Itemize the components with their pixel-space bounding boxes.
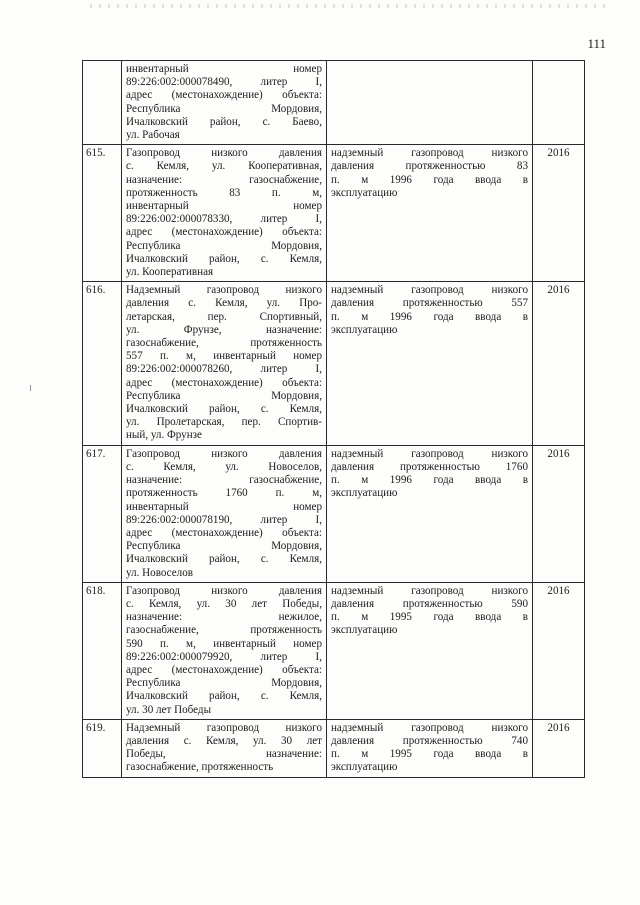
table-row	[83, 145, 585, 282]
object-cell-line: Газопровод низкого давления	[126, 584, 322, 597]
object-cell	[122, 282, 327, 445]
page-number: 111	[587, 36, 606, 51]
object-cell	[122, 145, 327, 282]
year-cell: 2016	[533, 582, 585, 719]
object-cell-line: адрес (местонахождение) объекта:	[126, 526, 322, 539]
object-cell-line: ул. Рабочая	[126, 129, 180, 142]
object-cell-line: Надземный газопровод низкого	[126, 721, 322, 734]
object-cell-line: Газопровод низкого давления	[126, 147, 322, 160]
year-cell: 2016	[533, 445, 585, 582]
table-body	[83, 61, 585, 778]
object-cell-line: 89:226:002:000079920, литер I,	[126, 650, 322, 663]
object-cell-line: с. Кемля, ул. 30 лет Победы,	[126, 597, 322, 610]
object-cell-line: давления с. Кемля, ул. 30 лет	[126, 734, 322, 747]
description-cell-line: п. м 1995 года ввода в	[331, 611, 528, 624]
object-cell	[122, 445, 327, 582]
object-cell-line: газоснабжение, протяженность	[126, 337, 322, 350]
object-cell-line: протяженность 1760 п. м,	[126, 487, 322, 500]
object-cell-line: 590 п. м, инвентарный номер	[126, 637, 322, 650]
object-cell-line: 557 п. м, инвентарный номер	[126, 350, 322, 363]
object-cell-line: 89:226:002:000078260, литер I,	[126, 363, 322, 376]
object-cell-line: 89:226:002:000078330, литер I,	[126, 213, 322, 226]
description-cell-line: давления протяженностью 1760	[331, 460, 528, 473]
description-cell	[327, 445, 533, 582]
description-cell-line: эксплуатацию	[331, 323, 398, 336]
object-cell-line: Надземный газопровод низкого	[126, 284, 322, 297]
description-cell-line: п. м 1996 года ввода в	[331, 474, 528, 487]
year-cell: 2016	[533, 282, 585, 445]
object-cell-line: инвентарный номер	[126, 200, 322, 213]
object-cell-line: Ичалковский район, с. Кемля,	[126, 690, 322, 703]
description-cell	[327, 582, 533, 719]
object-cell-line: назначение: газоснабжение,	[126, 474, 322, 487]
description-cell-line: давления протяженностью 740	[331, 734, 528, 747]
object-cell-line: инвентарный номер	[126, 63, 322, 75]
description-cell-line: надземный газопровод низкого	[331, 721, 528, 734]
description-cell-line: эксплуатацию	[331, 487, 398, 500]
property-table	[82, 60, 585, 778]
object-cell-line: Республика Мордовия,	[126, 540, 322, 553]
object-cell-line: ул. Новоселов	[126, 566, 193, 579]
object-cell-line: назначение: газоснабжение,	[126, 173, 322, 186]
description-cell-line: эксплуатацию	[331, 186, 398, 199]
object-cell-line: давления с. Кемля, ул. Про-	[126, 297, 322, 310]
description-cell-line: п. м 1996 года ввода в	[331, 310, 528, 323]
object-cell	[122, 61, 327, 145]
object-cell-line: Республика Мордовия,	[126, 102, 322, 115]
object-cell-line: ул. Пролетарская, пер. Спортив-	[126, 416, 322, 429]
table-row	[83, 582, 585, 719]
description-cell-line: давления протяженностью 557	[331, 297, 528, 310]
object-cell-line: летарская, пер. Спортивный,	[126, 310, 322, 323]
scan-artifact	[90, 4, 610, 8]
row-number: 616.	[83, 282, 122, 445]
object-cell-line: газоснабжение, протяженность	[126, 761, 274, 774]
scan-mark	[30, 385, 31, 391]
object-cell-line: ный, ул. Фрунзе	[126, 429, 202, 442]
object-cell-line: адрес (местонахождение) объекта:	[126, 89, 322, 102]
object-cell-line: протяженность 83 п. м,	[126, 186, 322, 199]
object-cell-line: газоснабжение, протяженность	[126, 624, 322, 637]
object-cell-line: 89:226:002:000078190, литер I,	[126, 513, 322, 526]
description-cell-line: надземный газопровод низкого	[331, 147, 528, 160]
description-cell-line: давления протяженностью 590	[331, 597, 528, 610]
description-cell	[327, 61, 533, 145]
description-cell-line: эксплуатацию	[331, 761, 398, 774]
table-row	[83, 61, 585, 145]
description-cell-line: п. м 1995 года ввода в	[331, 748, 528, 761]
object-cell-line: Республика Мордовия,	[126, 677, 322, 690]
object-cell-line: ул. Фрунзе, назначение:	[126, 323, 322, 336]
year-cell: 2016	[533, 719, 585, 777]
year-cell: 2016	[533, 145, 585, 282]
object-cell-line: ул. 30 лет Победы	[126, 703, 212, 716]
object-cell-line: адрес (местонахождение) объекта:	[126, 663, 322, 676]
object-cell-line: Ичалковский район, с. Кемля,	[126, 252, 322, 265]
table-row	[83, 445, 585, 582]
object-cell-line: Победы, назначение:	[126, 748, 322, 761]
object-cell-line: Республика Мордовия,	[126, 389, 322, 402]
object-cell-line: инвентарный номер	[126, 500, 322, 513]
description-cell-line: надземный газопровод низкого	[331, 584, 528, 597]
description-cell-line: надземный газопровод низкого	[331, 447, 528, 460]
row-number: 618.	[83, 582, 122, 719]
table-row	[83, 282, 585, 445]
description-cell-line: давления протяженностью 83	[331, 160, 528, 173]
object-cell-line: Газопровод низкого давления	[126, 447, 322, 460]
object-cell-line: Ичалковский район, с. Кемля,	[126, 403, 322, 416]
row-number: 615.	[83, 145, 122, 282]
object-cell-line: Ичалковский район, с. Кемля,	[126, 553, 322, 566]
description-cell-line: п. м 1996 года ввода в	[331, 173, 528, 186]
table-row	[83, 719, 585, 777]
object-cell-line: ул. Кооперативная	[126, 266, 214, 279]
object-cell-line: 89:226:002:000078490, литер I,	[126, 76, 322, 89]
description-cell	[327, 282, 533, 445]
year-cell	[533, 61, 585, 145]
description-cell-line: надземный газопровод низкого	[331, 284, 528, 297]
row-number	[83, 61, 122, 145]
object-cell-line: Республика Мордовия,	[126, 239, 322, 252]
object-cell-line: назначение: нежилое,	[126, 611, 322, 624]
object-cell	[122, 582, 327, 719]
description-cell	[327, 145, 533, 282]
object-cell-line: с. Кемля, ул. Новоселов,	[126, 460, 322, 473]
description-cell	[327, 719, 533, 777]
object-cell-line: Ичалковский район, с. Баево,	[126, 115, 322, 128]
row-number: 617.	[83, 445, 122, 582]
description-cell-line: эксплуатацию	[331, 624, 398, 637]
object-cell-line: адрес (местонахождение) объекта:	[126, 226, 322, 239]
object-cell-line: адрес (местонахождение) объекта:	[126, 376, 322, 389]
object-cell	[122, 719, 327, 777]
row-number: 619.	[83, 719, 122, 777]
object-cell-line: с. Кемля, ул. Кооперативная,	[126, 160, 322, 173]
